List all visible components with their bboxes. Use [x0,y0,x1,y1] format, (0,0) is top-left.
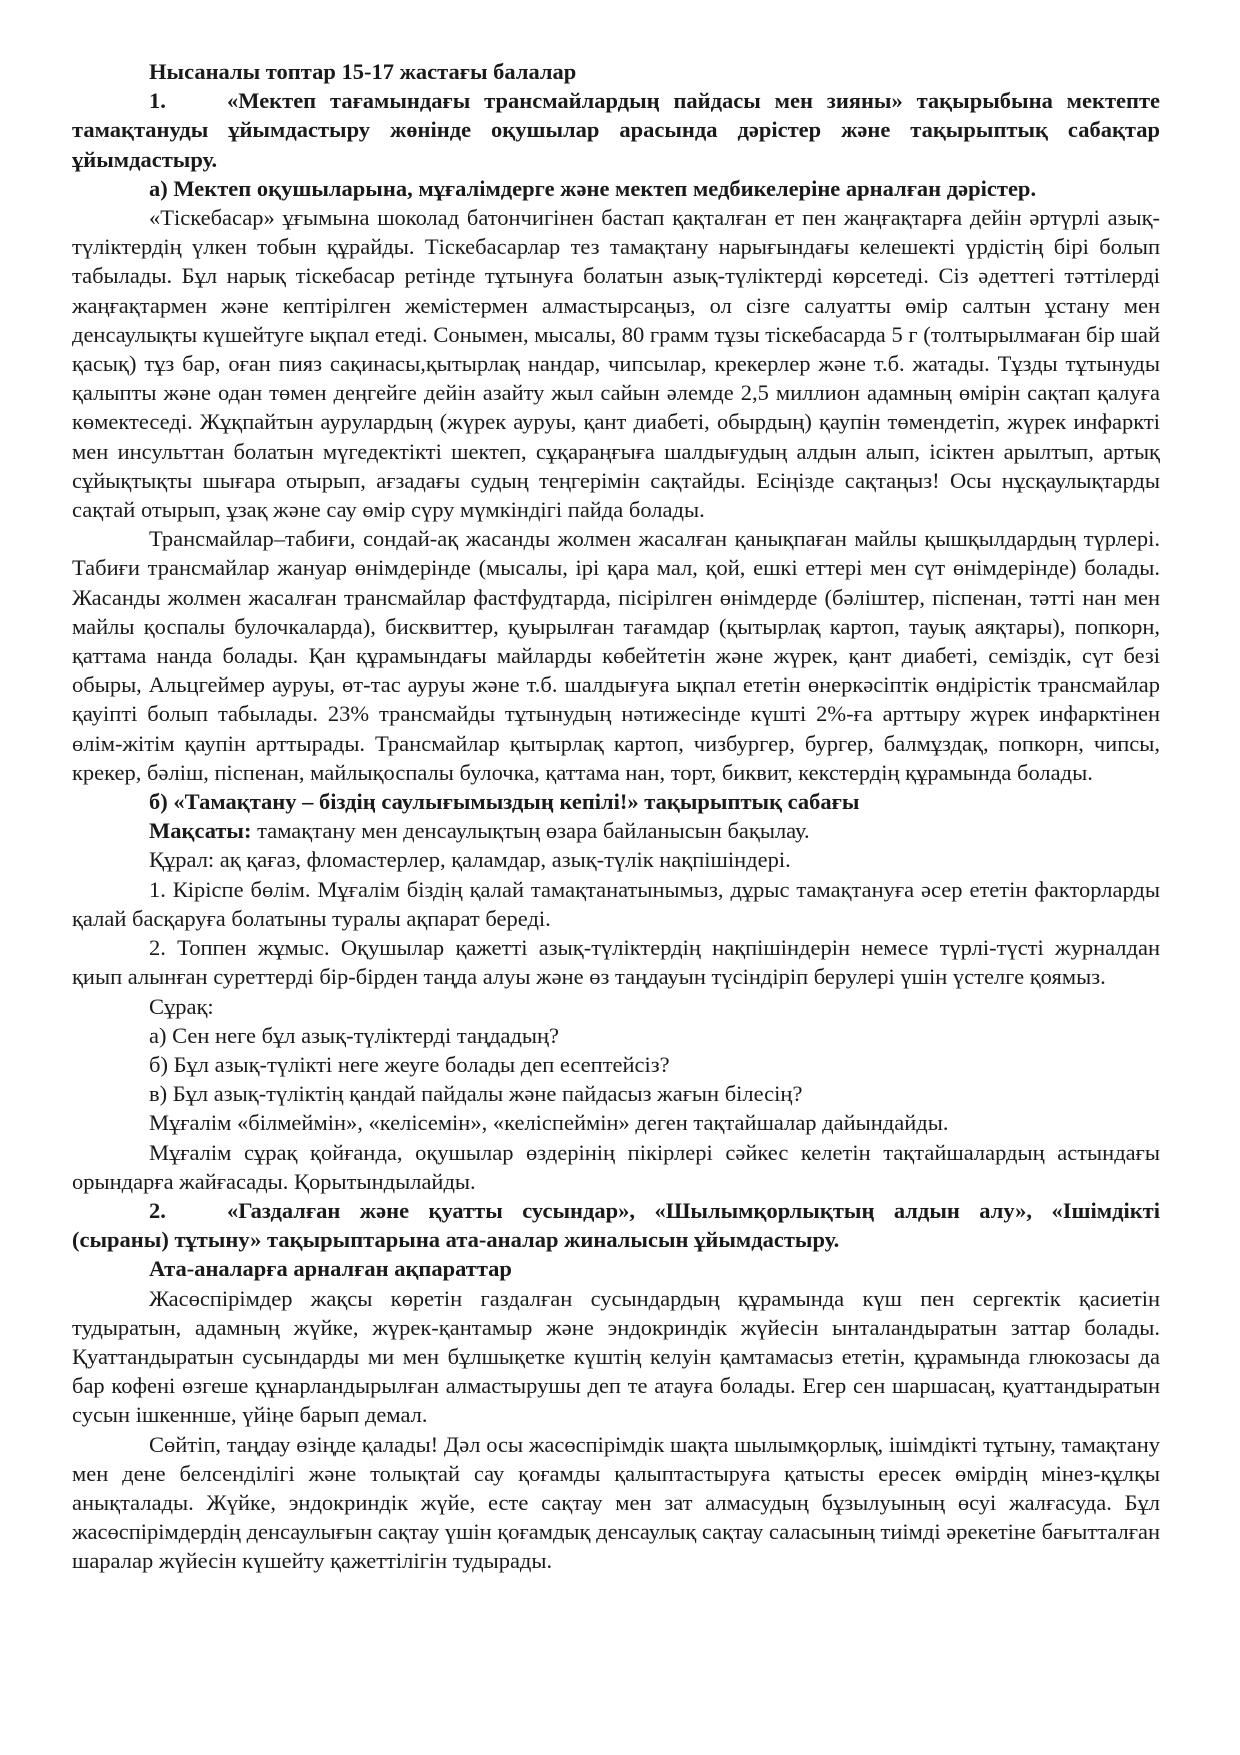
question-item: в) Бұл азық-түліктің қандай пайдалы және пайдасыз жағын білесің? [149,1081,803,1107]
section-1-number: 1. [149,88,166,114]
section-2-paragraph-2: Сөйтіп, таңдау өзіңде қалады! Дәл осы жасөспірімдік шақта шылымқорлық, ішімдікті тұтыну, тамақтану мен дене белсенділігі және толықтай сау қоғамды қалыптастыруға қатысты ересек өмірдің мінез-құлқы анықталады. Жүйке, эндокриндік жүйе, есте сақтау мен зат алмасудың бұзылуының өсуі жалғасуда. Бұл жасөспірімдердің денсаулығын сақтау үшін қоғамдық денсаулық сақтау саласының тиімді әрекетіне бағытталған шаралар жүйесін күшейту қажеттілігін тудырады. [72,1431,1160,1574]
question-label: Сұрақ: [149,993,214,1019]
section-2-heading [72,1196,1160,1254]
closing-paragraph-1: Мұғалім «білмеймін», «келісемін», «келіспеймін» деген тақтайшалар дайындайды. [149,1110,949,1136]
question-item: а) Сен неге бұл азық-түліктерді таңдадың? [149,1022,560,1048]
section-1b-heading: б) «Тамақтану – біздің саулығымыздың кепілі!» тақырыптық сабағы [149,789,860,815]
section-2-title: «Газдалған және қуатты сусындар», «Шылымқорлықтың алдын алу», «Ішімдікті (сыраны) тұтыну» тақырыптарына ата-аналар жиналысын ұйымдастыру. [72,1197,1160,1253]
tools-line: Құрал: ақ қағаз, фломастерлер, қаламдар, азық-түлік нақпішіндері. [149,847,791,873]
target-group-heading: Нысаналы топтар 15-17 жастағы балалар [149,59,577,84]
question-item: б) Бұл азық-түлікті неге жеуге болады деп есептейсіз? [149,1051,670,1077]
goal-text: тамақтану мен денсаулықтың өзара байланысын бақылау. [251,818,810,844]
section-2-paragraph-1: Жасөспірімдер жақсы көретін газдалған сусындардың құрамында күш пен сергектік қасиетін тудыратын, адамның жүйке, жүрек-қантамыр және эндокриндік жүйесін ынталандыратын заттар болады. Қуаттандыратын сусындарды ми мен бұлшықетке күштің келуін қамтамасыз ететін, құрамында глюкозасы да бар кофені өзгеше құнарландырылған алмастырушы деп те атауға болады. Егер сен шаршасаң, қуаттандыратын сусын ішкеннше, үйіңе барып демал. [72,1285,1160,1428]
section-2-number: 2. [149,1197,166,1223]
section-1a-paragraph-1: «Тіскебасар» ұғымына шоколад батончигінен бастап қақталған ет пен жаңғақтарға дейін әртүрлі азық-түліктердің үлкен тобын құрайды. Тіскебасарлар тез тамақтану нарығындағы келешекті үрдістің бірі болып табылады. Бұл нарық тіскебасар ретінде тұтынуға болатын азық-түліктерді көрсетеді. Сіз әдеттегі тәттілерді жаңғақтармен және кептірілген жемістермен алмастырсаңыз, ол сізге салуатты өмір салтын ұстану мен денсаулықты күшейтуге ықпал етеді. Сонымен, мысалы, 80 грамм тұзы тіскебасарда 5 г (толтырылмаған бір шай қасық) тұз бар, оған пияз сақинасы,қытырлақ нандар, чипсылар, крекерлер және т.б. жатады. Тұзды тұтынуды қалыпты және одан төмен деңгейге дейін азайту жыл сайын әлемде 2,5 миллион адамның өмірін сақтап қалуға көмектеседі. Жұқпайтын аурулардың (жүрек ауруы, қант диабеті, обырдың) қаупін төмендетіп, жүрек инфаркті мен инсульттан болатын мүгедектікті шектеп, сұқараңғыға шалдығудың алдын алып, ісіктен арылтып, артық сұйықтықты шығара отырып, ағзадағы судың теңгерімін сақтайды. Есіңізде сақтаңыз! Осы нұсқаулықтарды сақтай отырып, ұзақ және сау өмір сүру мүмкіндігі пайда болады. [72,205,1160,523]
step-1-paragraph: 1. Кіріспе бөлім. Мұғалім біздің қалай тамақтанатынымыз, дұрыс тамақтануға әсер ететін факторларды қалай басқаруға болатыны туралы ақпарат береді. [72,876,1160,931]
closing-paragraph-2: Мұғалім сұрақ қойғанда, оқушылар өздерінің пікірлері сәйкес келетін тақтайшалардың астындағы орындарға жайғасады. Қорытындылайды. [72,1139,1160,1194]
goal-label: Мақсаты: [149,818,252,844]
section-1-heading [72,86,1160,174]
section-1a-paragraph-2: Трансмайлар–табиғи, сондай-ақ жасанды жолмен жасалған қанықпаған майлы қышқылдардың түрлері. Табиғи трансмайлар жануар өнімдерінде (мысалы, ірі қара мал, қой, ешкі еттері мен сүт өнімдерінде) болады. Жасанды жолмен жасалған трансмайлар фастфудтарда, пісірілген өнімдерде (бәліштер, піспенан, тәтті нан мен майлы қоспалы булочкаларда), бисквиттер, қуырылған тағамдар (қытырлақ картоп, тауық аяқтары), попкорн, қаттама нанда болады. Қан құрамындағы майларды көбейтетін және жүрек, қант диабеті, семіздік, сүт безі обыры, Альцгеймер ауруы, өт-тас ауруы және т.б. шалдығуға ықпал ететін өнеркәсіптік өндірістік трансмайлар қауіпті болып табылады. 23% трансмайды тұтынудың нәтижесінде күшті 2%-ға арттыру жүрек инфарктінен өлім-жітім қаупін арттырады. Трансмайлар қытырлақ картоп, чизбургер, бургер, балмұздақ, попкорн, чипсы, крекер, бәліш, піспенан, майлықоспалы булочка, қаттама нан, торт, биквит, кекстердің құрамында болады. [72,526,1160,785]
section-1a-heading: а) Мектеп оқушыларына, мұғалімдерге және мектеп медбикелеріне арналған дәрістер. [149,175,1037,201]
parents-info-heading: Ата-аналарға арналған ақпараттар [149,1256,512,1282]
document-page [72,57,1160,1576]
goal-line [72,816,1160,845]
section-1-title: «Мектеп тағамындағы трансмайлардың пайдасы мен зияны» тақырыбына мектепте тамақтануды ұйымдастыру жөнінде оқушылар арасында дәрістер және тақырыптық сабақтар ұйымдастыру. [72,88,1160,172]
step-2-paragraph: 2. Топпен жұмыс. Оқушылар қажетті азық-түліктердің нақпішіндерін немесе түрлі-түсті журналдан қиып алынған суреттерді бір-бірден таңда алуы және өз таңдауын түсіндіріп берулері үшін үстелге қоямыз. [72,935,1160,990]
